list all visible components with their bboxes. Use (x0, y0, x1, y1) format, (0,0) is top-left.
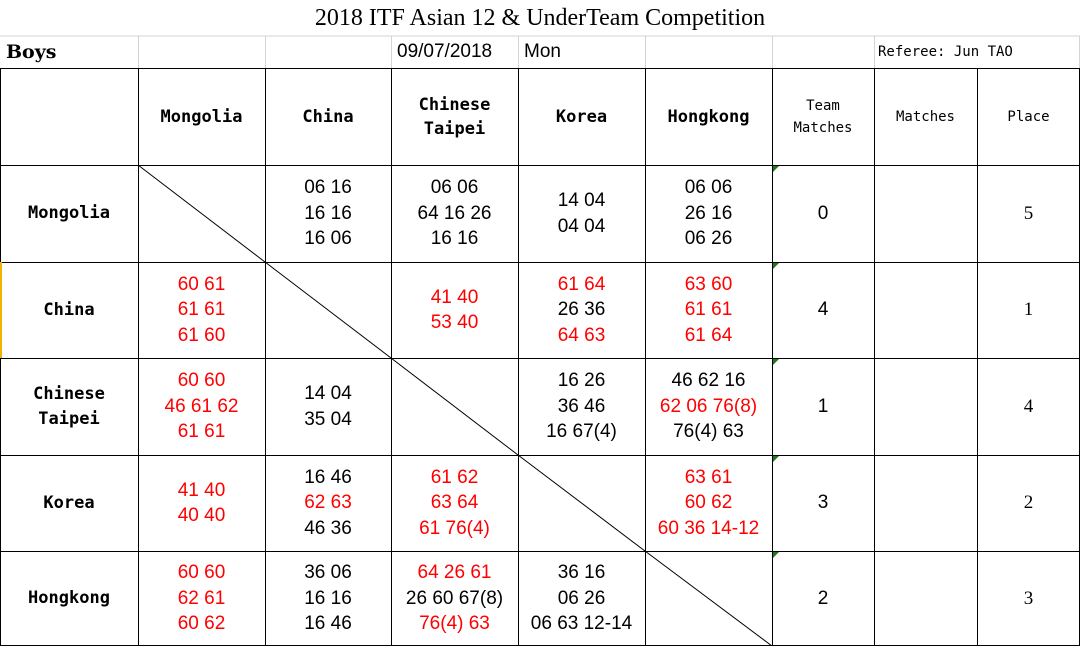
place-value: 1 (1023, 299, 1034, 320)
self-match-diagonal (265, 262, 391, 358)
score-line: 06 06 (684, 177, 733, 199)
score-line: 63 64 (430, 492, 479, 514)
score-line: 63 61 (684, 466, 733, 488)
score-line: 16 26 (557, 370, 606, 392)
cell-comment-marker (773, 166, 779, 172)
score-line: 16 16 (304, 587, 352, 609)
team-matches-value: 0 (817, 202, 829, 224)
score-line: 60 60 (177, 370, 226, 392)
score-line: 64 16 26 (417, 202, 492, 224)
score-line: 61 62 (430, 466, 479, 488)
score-line: 26 16 (684, 202, 733, 224)
score-line: 76(4) 63 (673, 421, 744, 443)
score-line: 06 26 (684, 228, 733, 250)
self-match-diagonal (645, 551, 772, 646)
self-match-diagonal (138, 165, 265, 262)
referee-label: Referee: Jun TAO (878, 44, 1013, 60)
sheet-title: 2018 ITF Asian 12 & UnderTeam Competition (314, 5, 766, 31)
day-label: Mon (524, 41, 561, 62)
place-value: 3 (1023, 587, 1034, 609)
score-line: 16 46 (304, 613, 352, 635)
score-line: 26 60 67(8) (405, 587, 504, 609)
score-line: 63 60 (684, 273, 733, 295)
score-line: 06 06 (430, 177, 479, 199)
score-line: 62 61 (177, 587, 226, 609)
team-matches-value: 4 (817, 299, 829, 320)
row-label-text: Hongkong (28, 588, 110, 608)
score-line: 16 06 (304, 228, 352, 250)
score-line: 61 64 (557, 273, 606, 295)
date-label: 09/07/2018 (397, 41, 493, 62)
team-matches-value: 1 (817, 395, 829, 417)
score-line: 60 60 (177, 562, 226, 584)
score-line: 35 04 (304, 408, 352, 430)
column-header-label: Matches (895, 108, 955, 125)
score-line: 16 16 (430, 228, 479, 250)
row-label-text: Chinese Taipei (33, 383, 105, 429)
score-line: 61 61 (177, 299, 226, 321)
cell-comment-marker (773, 456, 779, 462)
score-line: 06 26 (557, 587, 606, 609)
score-line: 36 46 (557, 395, 606, 417)
score-line: 61 60 (177, 324, 226, 346)
place-value: 5 (1023, 202, 1034, 224)
row-label-text: Korea (43, 492, 95, 513)
cell-comment-marker (773, 552, 779, 558)
column-header-label: Korea (555, 106, 608, 127)
column-header-label: China (302, 106, 354, 127)
self-match-diagonal (391, 358, 518, 455)
score-line: 46 62 16 (671, 370, 746, 392)
cell-comment-marker (773, 263, 779, 269)
column-header-label: Chinese Taipei (418, 94, 491, 139)
score-line: 64 26 61 (417, 562, 492, 584)
score-line: 64 63 (557, 324, 606, 346)
score-line: 41 40 (430, 286, 479, 308)
score-line: 06 63 12-14 (530, 613, 633, 635)
score-line: 61 64 (684, 324, 733, 346)
score-line: 36 16 (557, 562, 606, 584)
score-line: 61 76(4) (419, 517, 490, 539)
score-line: 14 04 (304, 383, 352, 404)
row-label-text: Mongolia (28, 203, 110, 223)
team-matches-value: 3 (817, 492, 829, 513)
place-value: 2 (1023, 492, 1034, 513)
column-header-label: Team Matches (793, 97, 853, 136)
score-line: 14 04 (557, 190, 606, 211)
score-line: 06 16 (304, 177, 352, 199)
score-line: 61 61 (177, 421, 226, 443)
score-line: 62 06 76(8) (659, 395, 758, 417)
column-header-label: Hongkong (667, 106, 750, 127)
team-matches-value: 2 (817, 587, 829, 609)
column-header-label: Mongolia (160, 106, 243, 127)
score-line: 60 62 (177, 613, 226, 635)
score-line: 40 40 (177, 505, 226, 526)
score-line: 60 62 (684, 492, 733, 514)
score-line: 36 06 (304, 562, 352, 584)
score-line: 26 36 (557, 299, 606, 321)
score-line: 60 61 (177, 273, 226, 295)
score-line: 16 16 (304, 202, 352, 224)
score-line: 60 36 14-12 (657, 517, 760, 539)
score-line: 61 61 (684, 299, 733, 321)
score-line: 46 36 (304, 517, 352, 539)
score-line: 76(4) 63 (419, 613, 490, 635)
cell-comment-marker (773, 359, 779, 365)
score-line: 41 40 (177, 479, 226, 501)
score-line: 53 40 (430, 312, 479, 333)
column-header-label: Place (1007, 108, 1050, 125)
score-line: 62 63 (304, 492, 352, 514)
score-line: 16 46 (304, 466, 352, 488)
self-match-diagonal (518, 455, 645, 551)
score-line: 16 67(4) (546, 421, 617, 443)
place-value: 4 (1023, 395, 1034, 417)
score-line: 46 61 62 (164, 395, 239, 417)
category-label: Boys (6, 41, 57, 63)
score-line: 04 04 (557, 215, 606, 237)
row-label-text: China (43, 299, 95, 320)
